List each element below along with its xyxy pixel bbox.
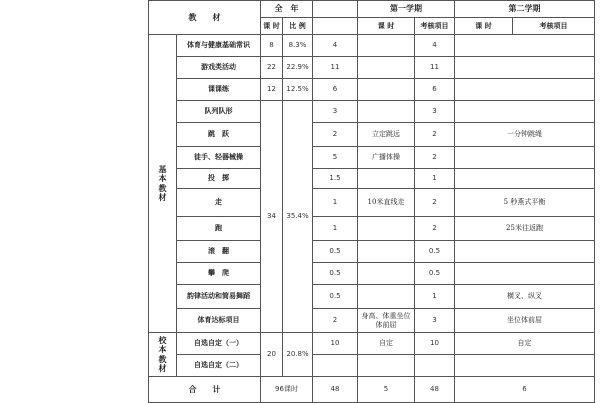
header-full-year: 全 年 [261,1,313,18]
term2-hours: 3 [415,309,455,333]
term2-exam [455,169,595,189]
term2-hours: 2 [415,217,455,241]
total-term1-exam: 5 [358,377,415,403]
ratio-cell: 12.5% [283,79,313,101]
term1-exam: 自定 [358,333,415,355]
term1-hours [313,355,358,377]
term2-exam [455,57,595,79]
table-row [149,241,595,263]
term2-exam [455,35,595,57]
term1-exam [358,285,415,309]
term2-hours: 0.5 [415,263,455,285]
term2-exam [455,263,595,285]
term2-hours: 10 [415,333,455,355]
term2-hours: 2 [415,123,455,147]
term1-hours: 10 [313,333,358,355]
term1-hours: 0.5 [313,241,358,263]
term2-hours: 11 [415,57,455,79]
term1-hours: 11 [313,57,358,79]
group-char: 教 [158,182,167,193]
total-term2-hours: 48 [415,377,455,403]
subject-name: 体育达标项目 [177,309,261,333]
header-exam-term-1: 考核项目 [415,18,455,35]
header-exam-term-2: 考核项目 [513,18,595,35]
header-hours-term-2: 课 时 [455,18,513,35]
curriculum-table [148,0,595,403]
term2-hours: 1 [415,285,455,309]
table-row [149,35,595,57]
term1-hours: 2 [313,123,358,147]
ratio-cell: 22.9% [283,57,313,79]
hours-cell: 8 [261,35,283,57]
header-gap-2 [313,18,358,35]
group-char: 本 [158,344,167,355]
subject-name: 徒手、轻器械操 [177,147,261,169]
header-hours-term-1: 课 时 [358,18,415,35]
term2-exam [455,79,595,101]
term1-exam: 广播体操 [358,147,415,169]
table-row [149,285,595,309]
table-row [149,217,595,241]
table-row [149,333,595,355]
group-char: 材 [158,362,167,373]
curriculum-sheet [148,0,594,400]
term1-exam [358,241,415,263]
term2-hours: 2 [415,147,455,169]
term1-hours: 0.5 [313,285,358,309]
total-label: 合 计 [149,377,261,403]
subject-name: 滚 翻 [177,241,261,263]
table-row [149,57,595,79]
term1-exam [358,57,415,79]
term2-hours [415,355,455,377]
table-row [149,263,595,285]
subject-name: 游戏类活动 [177,57,261,79]
header-term-2: 第二学期 [455,1,595,18]
merged-ratio-school: 20.8% [283,333,313,377]
subject-name: 攀 爬 [177,263,261,285]
ratio-cell: 8.3% [283,35,313,57]
term1-hours: 2 [313,309,358,333]
term1-hours: 1 [313,189,358,217]
table-row [149,123,595,147]
subject-name: 跳 跃 [177,123,261,147]
term1-hours: 6 [313,79,358,101]
term2-hours: 1 [415,169,455,189]
subject-name: 投 掷 [177,169,261,189]
subject-name: 跑 [177,217,261,241]
term2-exam: 25米往返跑 [455,217,595,241]
table-row [149,101,595,123]
subject-name: 韵律活动和简易舞蹈 [177,285,261,309]
term2-hours: 4 [415,35,455,57]
term2-exam [455,101,595,123]
term1-exam: 立定跳远 [358,123,415,147]
term1-exam [358,217,415,241]
hours-cell: 12 [261,79,283,101]
term2-exam: 5 秒燕式平衡 [455,189,595,217]
term1-exam: 身高、体重坐位体前屈 [358,309,415,333]
term1-hours: 3 [313,101,358,123]
merged-ratio-basic: 35.4% [283,101,313,333]
header-hours: 课 时 [261,18,283,35]
table-row [149,309,595,333]
term1-exam: 10米直线走 [358,189,415,217]
merged-hours-basic: 34 [261,101,283,333]
total-term2-exam: 6 [455,377,595,403]
term1-exam [358,101,415,123]
total-term1-hours: 48 [313,377,358,403]
term1-hours: 1.5 [313,169,358,189]
header-gap [313,1,358,18]
group-char: 基 [158,164,167,175]
term1-exam [358,263,415,285]
term1-exam [358,35,415,57]
term2-exam: 坐位体前屈 [455,309,595,333]
table-row [149,169,595,189]
subject-name: 走 [177,189,261,217]
group-label-school [149,333,177,377]
term1-hours: 0.5 [313,263,358,285]
group-char: 校 [158,335,167,346]
term2-hours: 6 [415,79,455,101]
subject-name: 体育与健康基础常识 [177,35,261,57]
group-char: 本 [158,173,167,184]
hours-cell: 22 [261,57,283,79]
group-char: 教 [158,353,167,364]
term2-exam [455,147,595,169]
table-row [149,79,595,101]
term2-exam [455,355,595,377]
table-row [149,189,595,217]
subject-name: 课课练 [177,79,261,101]
group-label-basic [149,35,177,333]
term2-hours: 0.5 [415,241,455,263]
header-ratio: 比 例 [283,18,313,35]
term1-exam [358,355,415,377]
term2-hours: 3 [415,101,455,123]
term2-exam: 自定 [455,333,595,355]
subject-name: 自选自定（二） [177,355,261,377]
merged-hours-school: 20 [261,333,283,377]
header-teaching-material: 教 材 [149,1,261,35]
table-row [149,147,595,169]
term2-exam: 横叉、纵叉 [455,285,595,309]
header-row-1 [149,1,595,18]
term1-hours: 4 [313,35,358,57]
total-hours: 96课时 [261,377,313,403]
term1-exam [358,169,415,189]
group-char: 材 [158,191,167,202]
subject-name: 自选自定（一） [177,333,261,355]
header-term-1: 第一学期 [358,1,455,18]
term1-hours: 5 [313,147,358,169]
table-row [149,355,595,377]
term1-hours: 1 [313,217,358,241]
subject-name: 队列队形 [177,101,261,123]
term2-exam: 一分钟跳绳 [455,123,595,147]
term2-exam [455,241,595,263]
term1-exam [358,79,415,101]
total-row [149,377,595,403]
term2-hours: 2 [415,189,455,217]
